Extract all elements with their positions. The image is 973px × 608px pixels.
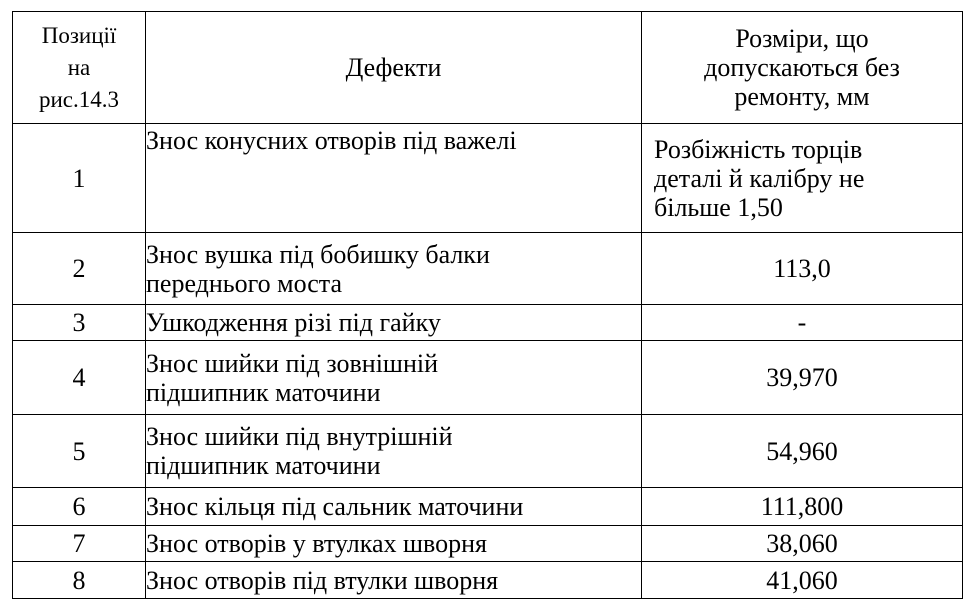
row-value: [642, 124, 963, 233]
row-defect: Знос кільця під сальник маточини: [146, 488, 642, 526]
row-number: 8: [13, 562, 146, 599]
table-header-row: [13, 12, 963, 124]
table-row: [13, 233, 963, 305]
row-number: 7: [13, 526, 146, 562]
header-position-line: на: [67, 54, 91, 80]
row-number: 4: [13, 341, 146, 415]
row-number: 6: [13, 488, 146, 526]
row-value: 111,800: [642, 488, 963, 526]
table-row: [13, 562, 963, 599]
row-value: 39,970: [642, 341, 963, 415]
header-position-line: Позиції: [41, 22, 117, 48]
row-value: -: [642, 305, 963, 341]
table-row: [13, 415, 963, 488]
row-value: 38,060: [642, 526, 963, 562]
header-sizes-line: допускаються без: [704, 53, 900, 82]
row-defect-line: Знос вушка під бобишку балки: [146, 239, 490, 269]
row-defect: Ушкодження різі під гайку: [146, 305, 642, 341]
table-row: [13, 305, 963, 341]
row-number: 2: [13, 233, 146, 305]
header-position: [13, 12, 146, 124]
table-row: [13, 526, 963, 562]
row-value-line: більше 1,50: [654, 193, 783, 222]
row-value-line: деталі й калібру не: [654, 164, 865, 193]
row-number: 5: [13, 415, 146, 488]
table-row: [13, 124, 963, 233]
defects-table: [12, 11, 963, 599]
table-row: [13, 488, 963, 526]
header-sizes-line: Розміри, що: [735, 24, 869, 53]
row-number: 1: [13, 124, 146, 233]
row-defect-line: Знос шийки під зовнішній: [146, 348, 438, 378]
row-defect-line: підшипник маточини: [146, 377, 381, 407]
header-sizes: [642, 12, 963, 124]
header-sizes-line: ремонту, мм: [734, 82, 870, 111]
header-position-line: рис.14.3: [38, 86, 120, 112]
row-value: 113,0: [642, 233, 963, 305]
row-number: 3: [13, 305, 146, 341]
row-defect: Знос отворів під втулки шворня: [146, 562, 642, 599]
row-defect: [146, 124, 642, 233]
row-defect-line: Знос шийки під внутрішній: [146, 422, 453, 451]
row-defect: [146, 341, 642, 415]
row-value-line: Розбіжність торців: [654, 135, 863, 164]
row-defect: [146, 233, 642, 305]
header-defects: Дефекти: [146, 12, 642, 124]
row-value: 41,060: [642, 562, 963, 599]
row-value: 54,960: [642, 415, 963, 488]
row-defect-line: переднього моста: [146, 268, 343, 298]
row-defect-line: підшипник маточини: [146, 451, 381, 480]
row-defect-line: Знос конусних отворів під важелі: [146, 126, 517, 155]
row-defect: Знос отворів у втулках шворня: [146, 526, 642, 562]
row-defect: [146, 415, 642, 488]
table-row: [13, 341, 963, 415]
